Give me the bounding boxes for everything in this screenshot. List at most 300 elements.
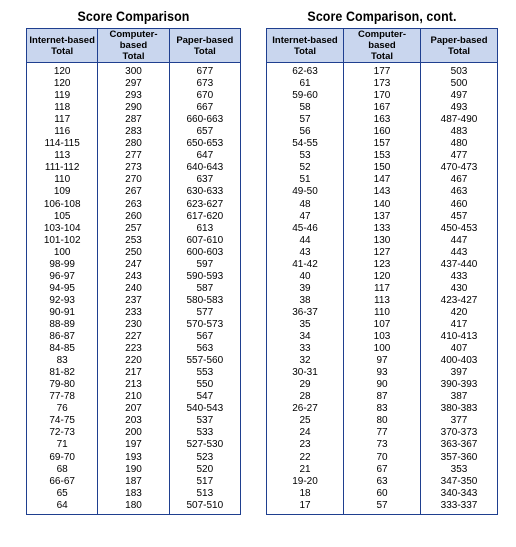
computer-score-cell: 283 <box>98 126 169 138</box>
table-row <box>267 247 498 259</box>
score-table-body <box>27 63 241 515</box>
table-row <box>267 452 498 464</box>
computer-score-cell: 113 <box>344 295 421 307</box>
table-row <box>27 427 241 439</box>
paper-score-cell: 457 <box>450 210 468 222</box>
internet-score-cell: 81-82 <box>27 367 98 379</box>
internet-score-cell: 88-89 <box>27 319 98 331</box>
table-row <box>27 283 241 295</box>
score-comparison-cont-panel <box>266 6 498 515</box>
table-row <box>267 126 498 138</box>
paper-score-cell: 507-510 <box>186 499 224 511</box>
header-line: Total <box>122 51 145 62</box>
paper-score-cell: 637 <box>196 174 214 186</box>
internet-score-cell: 30-31 <box>267 367 344 379</box>
internet-score-cell: 101-102 <box>27 235 98 247</box>
paper-score-cell: 497 <box>450 90 468 102</box>
computer-score-cell: 120 <box>344 271 421 283</box>
paper-score-cell: 423-427 <box>440 294 478 306</box>
table-row <box>27 78 241 90</box>
internet-score-cell: 51 <box>267 174 344 186</box>
internet-score-cell: 44 <box>267 235 344 247</box>
table-row <box>27 295 241 307</box>
internet-score-cell: 36-37 <box>267 307 344 319</box>
paper-score-cell: 333-337 <box>440 499 478 511</box>
computer-score-cell: 220 <box>98 355 169 367</box>
table-row <box>27 150 241 162</box>
paper-score-cell: 600-603 <box>186 246 224 258</box>
internet-score-cell: 61 <box>267 78 344 90</box>
internet-score-cell: 118 <box>27 102 98 114</box>
computer-score-cell: 253 <box>98 235 169 247</box>
paper-score-cell: 513 <box>196 487 214 499</box>
computer-score-cell: 137 <box>344 211 421 223</box>
internet-score-cell: 103-104 <box>27 223 98 235</box>
internet-score-cell: 64 <box>27 500 98 515</box>
paper-score-cell: 390-393 <box>440 379 478 391</box>
table-row <box>267 379 498 391</box>
table-row <box>267 403 498 415</box>
paper-score-cell: 477 <box>450 150 468 162</box>
computer-score-cell: 230 <box>98 319 169 331</box>
computer-score-cell: 300 <box>98 63 169 79</box>
internet-score-cell: 77-78 <box>27 391 98 403</box>
table-row <box>27 186 241 198</box>
internet-score-cell: 21 <box>267 464 344 476</box>
table-row <box>267 186 498 198</box>
internet-score-cell: 62-63 <box>267 63 344 79</box>
internet-score-cell: 34 <box>267 331 344 343</box>
internet-score-cell: 54-55 <box>267 138 344 150</box>
table-row <box>267 102 498 114</box>
paper-score-cell: 640-643 <box>186 162 224 174</box>
table-row <box>27 488 241 500</box>
computer-score-cell: 200 <box>98 427 169 439</box>
paper-score-cell: 567 <box>196 331 214 343</box>
internet-score-cell: 40 <box>267 271 344 283</box>
internet-score-cell: 43 <box>267 247 344 259</box>
table-row <box>27 452 241 464</box>
table-row <box>27 391 241 403</box>
computer-score-cell: 293 <box>98 90 169 102</box>
computer-score-cell: 213 <box>98 379 169 391</box>
paper-score-cell: 500 <box>450 78 468 90</box>
table-row <box>27 476 241 488</box>
paper-score-cell: 357-360 <box>440 451 478 463</box>
column-header-internet <box>267 29 344 63</box>
computer-score-cell: 217 <box>98 367 169 379</box>
internet-score-cell: 74-75 <box>27 415 98 427</box>
computer-score-cell: 77 <box>344 427 421 439</box>
table-row <box>267 211 498 223</box>
table-row <box>27 319 241 331</box>
internet-score-cell: 106-108 <box>27 199 98 211</box>
internet-score-cell: 25 <box>267 415 344 427</box>
column-header-paper <box>421 29 498 63</box>
paper-score-cell: 670 <box>196 90 214 102</box>
table-row <box>267 259 498 271</box>
internet-score-cell: 76 <box>27 403 98 415</box>
internet-score-cell: 120 <box>27 63 98 79</box>
computer-score-cell: 187 <box>98 476 169 488</box>
computer-score-cell: 150 <box>344 162 421 174</box>
internet-score-cell: 116 <box>27 126 98 138</box>
computer-score-cell: 277 <box>98 150 169 162</box>
computer-score-cell: 203 <box>98 415 169 427</box>
computer-score-cell: 97 <box>344 355 421 367</box>
computer-score-cell: 280 <box>98 138 169 150</box>
table-row <box>27 162 241 174</box>
paper-score-cell: 430 <box>450 282 468 294</box>
table-row <box>267 174 498 186</box>
internet-score-cell: 94-95 <box>27 283 98 295</box>
table-row <box>27 63 241 79</box>
table-row <box>267 78 498 90</box>
paper-score-cell: 460 <box>450 198 468 210</box>
internet-score-cell: 48 <box>267 199 344 211</box>
computer-score-cell: 247 <box>98 259 169 271</box>
internet-score-cell: 68 <box>27 464 98 476</box>
internet-score-cell: 49-50 <box>267 186 344 198</box>
internet-score-cell: 32 <box>267 355 344 367</box>
computer-score-cell: 117 <box>344 283 421 295</box>
computer-score-cell: 143 <box>344 186 421 198</box>
table-row <box>27 102 241 114</box>
paper-score-cell: 483 <box>450 126 468 138</box>
paper-score-cell: 380-383 <box>440 403 478 415</box>
table-row <box>27 271 241 283</box>
table-row <box>267 343 498 355</box>
column-header-computer <box>344 29 421 63</box>
paper-score-cell: 630-633 <box>186 186 224 198</box>
paper-score-cell: 503 <box>450 66 468 77</box>
paper-score-cell: 437-440 <box>440 258 478 270</box>
table-row <box>267 271 498 283</box>
table-row <box>27 331 241 343</box>
computer-score-cell: 163 <box>344 114 421 126</box>
header-line: Computer-based <box>357 29 407 51</box>
internet-score-cell: 71 <box>27 439 98 451</box>
panel-title: Score Comparison, cont. <box>307 9 457 24</box>
paper-score-cell: 553 <box>196 367 214 379</box>
paper-score-cell: 570-573 <box>186 318 224 330</box>
paper-score-cell: 420 <box>450 306 468 318</box>
computer-score-cell: 147 <box>344 174 421 186</box>
computer-score-cell: 260 <box>98 211 169 223</box>
paper-score-cell: 517 <box>196 475 214 487</box>
paper-score-cell: 607-610 <box>186 234 224 246</box>
computer-score-cell: 100 <box>344 343 421 355</box>
paper-score-cell: 550 <box>196 379 214 391</box>
internet-score-cell: 35 <box>267 319 344 331</box>
computer-score-cell: 73 <box>344 439 421 451</box>
computer-score-cell: 157 <box>344 138 421 150</box>
paper-score-cell: 443 <box>450 246 468 258</box>
table-row <box>267 439 498 451</box>
internet-score-cell: 59-60 <box>267 90 344 102</box>
header-line: Computer-based <box>109 29 158 51</box>
header-line: Total <box>51 45 74 57</box>
table-row <box>27 126 241 138</box>
internet-score-cell: 111-112 <box>27 162 98 174</box>
computer-score-cell: 240 <box>98 283 169 295</box>
paper-score-cell: 377 <box>450 415 468 427</box>
paper-score-cell: 613 <box>196 222 214 234</box>
table-row <box>27 439 241 451</box>
internet-score-cell: 22 <box>267 452 344 464</box>
computer-score-cell: 193 <box>98 452 169 464</box>
table-row <box>27 379 241 391</box>
paper-score-cell: 447 <box>450 234 468 246</box>
table-row <box>267 427 498 439</box>
table-row <box>267 415 498 427</box>
paper-score-cell: 353 <box>450 463 468 475</box>
computer-score-cell: 103 <box>344 331 421 343</box>
paper-score-cell: 657 <box>196 126 214 138</box>
internet-score-cell: 113 <box>27 150 98 162</box>
paper-score-cell: 617-620 <box>186 210 224 222</box>
paper-score-cell: 623-627 <box>186 198 224 210</box>
table-row <box>27 403 241 415</box>
table-row <box>27 174 241 186</box>
paper-score-cell: 540-543 <box>186 403 224 415</box>
table-row <box>27 247 241 259</box>
computer-score-cell: 190 <box>98 464 169 476</box>
table-row <box>267 283 498 295</box>
paper-score-cell: 557-560 <box>186 355 224 367</box>
computer-score-cell: 87 <box>344 391 421 403</box>
internet-score-cell: 117 <box>27 114 98 126</box>
header-line: Total <box>371 51 393 62</box>
paper-score-cell: 410-413 <box>440 331 478 343</box>
paper-score-cell: 580-583 <box>186 294 224 306</box>
computer-score-cell: 110 <box>344 307 421 319</box>
internet-score-cell: 39 <box>267 283 344 295</box>
computer-score-cell: 170 <box>344 90 421 102</box>
table-row <box>267 464 498 476</box>
header-line: Internet-based <box>272 34 338 46</box>
table-row <box>267 500 498 515</box>
internet-score-cell: 38 <box>267 295 344 307</box>
computer-score-cell: 210 <box>98 391 169 403</box>
header-line: Total <box>193 45 216 57</box>
paper-score-cell: 587 <box>196 282 214 294</box>
internet-score-cell: 47 <box>267 211 344 223</box>
paper-score-cell: 487-490 <box>440 114 478 126</box>
table-row <box>267 367 498 379</box>
computer-score-cell: 290 <box>98 102 169 114</box>
internet-score-cell: 53 <box>267 150 344 162</box>
column-header-paper <box>169 29 240 63</box>
paper-score-cell: 400-403 <box>440 355 478 367</box>
table-row <box>267 150 498 162</box>
internet-score-cell: 69-70 <box>27 452 98 464</box>
internet-score-cell: 58 <box>267 102 344 114</box>
computer-score-cell: 93 <box>344 367 421 379</box>
computer-score-cell: 57 <box>344 500 421 515</box>
table-row <box>27 138 241 150</box>
paper-score-cell: 417 <box>450 318 468 330</box>
paper-score-cell: 667 <box>196 102 214 114</box>
computer-score-cell: 267 <box>98 186 169 198</box>
paper-score-cell: 520 <box>196 463 214 475</box>
computer-score-cell: 153 <box>344 150 421 162</box>
computer-score-cell: 287 <box>98 114 169 126</box>
computer-score-cell: 130 <box>344 235 421 247</box>
internet-score-cell: 98-99 <box>27 259 98 271</box>
internet-score-cell: 26-27 <box>267 403 344 415</box>
internet-score-cell: 18 <box>267 488 344 500</box>
internet-score-cell: 86-87 <box>27 331 98 343</box>
computer-score-cell: 123 <box>344 259 421 271</box>
internet-score-cell: 29 <box>267 379 344 391</box>
paper-score-cell: 533 <box>196 427 214 439</box>
table-row <box>267 295 498 307</box>
internet-score-cell: 72-73 <box>27 427 98 439</box>
table-row <box>27 500 241 515</box>
table-row <box>27 114 241 126</box>
paper-score-cell: 340-343 <box>440 487 478 499</box>
paper-score-cell: 450-453 <box>440 222 478 234</box>
internet-score-cell: 120 <box>27 78 98 90</box>
table-row <box>27 343 241 355</box>
internet-score-cell: 90-91 <box>27 307 98 319</box>
computer-score-cell: 167 <box>344 102 421 114</box>
internet-score-cell: 79-80 <box>27 379 98 391</box>
computer-score-cell: 233 <box>98 307 169 319</box>
internet-score-cell: 83 <box>27 355 98 367</box>
computer-score-cell: 257 <box>98 223 169 235</box>
paper-score-cell: 470-473 <box>440 162 478 174</box>
internet-score-cell: 84-85 <box>27 343 98 355</box>
internet-score-cell: 65 <box>27 488 98 500</box>
internet-score-cell: 33 <box>267 343 344 355</box>
table-row <box>27 415 241 427</box>
table-row <box>267 476 498 488</box>
paper-score-cell: 660-663 <box>186 114 224 126</box>
paper-score-cell: 397 <box>450 367 468 379</box>
paper-score-cell: 493 <box>450 102 468 114</box>
computer-score-cell: 237 <box>98 295 169 307</box>
table-row <box>27 235 241 247</box>
internet-score-cell: 28 <box>267 391 344 403</box>
header-row <box>267 29 498 63</box>
table-row <box>27 223 241 235</box>
table-row <box>267 235 498 247</box>
score-table <box>266 28 498 515</box>
internet-score-cell: 23 <box>267 439 344 451</box>
internet-score-cell: 110 <box>27 174 98 186</box>
table-row <box>27 367 241 379</box>
paper-score-cell: 563 <box>196 343 214 355</box>
computer-score-cell: 60 <box>344 488 421 500</box>
paper-score-cell: 467 <box>450 174 468 186</box>
internet-score-cell: 19-20 <box>267 476 344 488</box>
internet-score-cell: 24 <box>267 427 344 439</box>
table-row <box>267 488 498 500</box>
internet-score-cell: 92-93 <box>27 295 98 307</box>
paper-score-cell: 480 <box>450 138 468 150</box>
internet-score-cell: 66-67 <box>27 476 98 488</box>
header-line: Paper-based <box>176 34 234 46</box>
paper-score-cell: 650-653 <box>186 138 224 150</box>
computer-score-cell: 243 <box>98 271 169 283</box>
score-comparison-panel <box>26 6 241 515</box>
table-row <box>267 223 498 235</box>
computer-score-cell: 177 <box>344 63 421 79</box>
computer-score-cell: 263 <box>98 199 169 211</box>
paper-score-cell: 647 <box>196 150 214 162</box>
internet-score-cell: 109 <box>27 186 98 198</box>
table-row <box>267 114 498 126</box>
table-row <box>27 211 241 223</box>
computer-score-cell: 250 <box>98 247 169 259</box>
table-row <box>267 307 498 319</box>
paper-score-cell: 347-350 <box>440 475 478 487</box>
computer-score-cell: 297 <box>98 78 169 90</box>
table-row <box>267 199 498 211</box>
internet-score-cell: 119 <box>27 90 98 102</box>
panel-title: Score Comparison <box>77 9 190 24</box>
internet-score-cell: 45-46 <box>267 223 344 235</box>
table-row <box>267 162 498 174</box>
table-row <box>27 355 241 367</box>
paper-score-cell: 547 <box>196 391 214 403</box>
header-line: Total <box>448 45 470 57</box>
table-row <box>267 391 498 403</box>
paper-score-cell: 463 <box>450 186 468 198</box>
column-header-computer <box>98 29 169 63</box>
computer-score-cell: 173 <box>344 78 421 90</box>
header-row <box>27 29 241 63</box>
paper-score-cell: 433 <box>450 270 468 282</box>
computer-score-cell: 67 <box>344 464 421 476</box>
computer-score-cell: 270 <box>98 174 169 186</box>
computer-score-cell: 227 <box>98 331 169 343</box>
table-row <box>267 355 498 367</box>
computer-score-cell: 107 <box>344 319 421 331</box>
paper-score-cell: 590-593 <box>186 270 224 282</box>
computer-score-cell: 183 <box>98 488 169 500</box>
column-header-internet <box>27 29 98 63</box>
internet-score-cell: 52 <box>267 162 344 174</box>
computer-score-cell: 197 <box>98 439 169 451</box>
paper-score-cell: 407 <box>450 343 468 355</box>
table-row <box>267 63 498 79</box>
internet-score-cell: 17 <box>267 500 344 515</box>
internet-score-cell: 56 <box>267 126 344 138</box>
header-line: Paper-based <box>430 34 488 46</box>
score-table-body <box>267 63 498 515</box>
computer-score-cell: 83 <box>344 403 421 415</box>
computer-score-cell: 223 <box>98 343 169 355</box>
table-row <box>27 259 241 271</box>
internet-score-cell: 114-115 <box>27 138 98 150</box>
table-row <box>27 307 241 319</box>
internet-score-cell: 57 <box>267 114 344 126</box>
computer-score-cell: 160 <box>344 126 421 138</box>
table-row <box>267 90 498 102</box>
table-row <box>267 319 498 331</box>
score-table <box>26 28 241 515</box>
paper-score-cell: 577 <box>196 306 214 318</box>
header-line: Total <box>294 45 316 57</box>
paper-score-cell: 370-373 <box>440 427 478 439</box>
paper-score-cell: 677 <box>196 66 214 77</box>
table-row <box>267 331 498 343</box>
internet-score-cell: 96-97 <box>27 271 98 283</box>
paper-score-cell: 527-530 <box>186 439 224 451</box>
